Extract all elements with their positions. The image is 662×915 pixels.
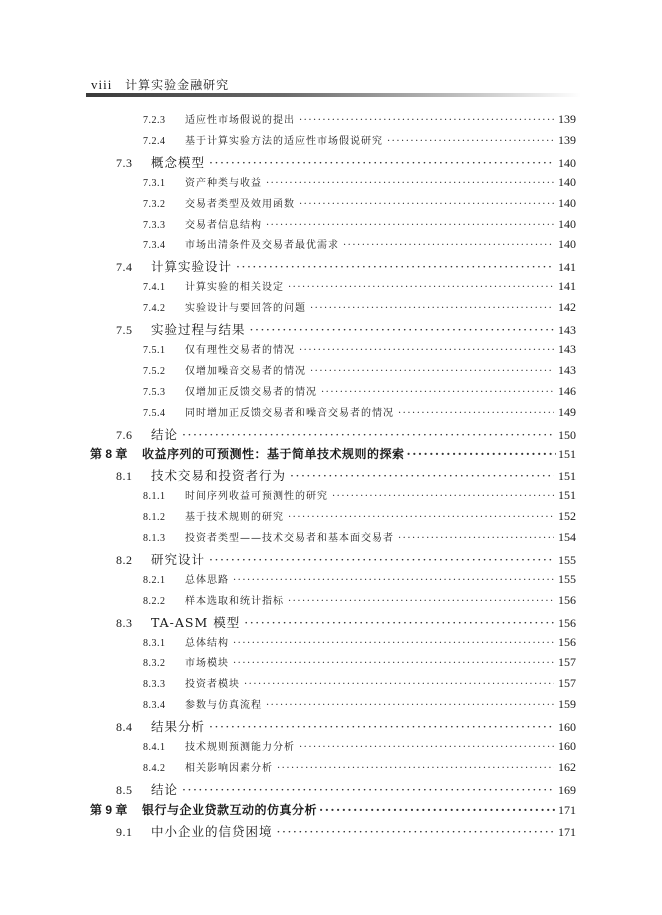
toc-entry-page: 140	[558, 237, 576, 252]
toc-entry-number: 8.3.4	[143, 700, 166, 712]
toc-chapter-entry	[90, 445, 576, 462]
toc-entry	[116, 257, 576, 275]
toc-entry-number: 7.4.1	[143, 282, 166, 294]
toc-entry-title: 投资者模块	[185, 679, 240, 691]
dot-leader	[321, 387, 554, 398]
toc-entry-title: 同时增加正反馈交易者和噪音交易者的情况	[185, 407, 394, 419]
toc-entry-number: 8.4	[116, 720, 133, 735]
toc-entry	[116, 320, 576, 338]
toc-entry	[116, 717, 576, 735]
toc-entry-title: 时间序列收益可预测性的研究	[185, 491, 328, 503]
toc-entry	[143, 592, 576, 608]
toc-entry	[143, 341, 576, 357]
toc-entry-page: 152	[558, 509, 576, 524]
toc-entry-page: 160	[558, 739, 576, 753]
toc-entry	[143, 571, 576, 587]
toc-entry-title: 技术规则预测能力分析	[185, 742, 295, 753]
toc-entry-number: 7.4	[116, 260, 133, 275]
page-number: viii	[91, 77, 113, 92]
dot-leader	[209, 552, 554, 567]
toc-entry	[116, 550, 576, 568]
toc-entry	[143, 383, 576, 399]
toc-entry-page: 150	[558, 427, 576, 442]
toc-entry-number: 7.4.2	[143, 303, 166, 315]
toc-entry-title: 参数与仿真流程	[185, 700, 262, 712]
running-header	[91, 76, 229, 93]
toc-entry-title: 计算实验设计	[151, 259, 233, 275]
toc-entry-page: 139	[558, 132, 576, 147]
toc-entry-title: 基于计算实验方法的适应性市场假说研究	[185, 135, 383, 147]
toc-entry-page: 159	[558, 697, 576, 712]
toc-entry-page: 157	[558, 655, 576, 670]
toc-entry-number: 8.3	[116, 615, 133, 630]
toc-entry-number: 8.1.2	[143, 512, 166, 524]
dot-leader	[209, 155, 554, 170]
toc-entry	[143, 278, 576, 294]
toc-entry	[143, 634, 576, 650]
toc-entry-page: 140	[558, 174, 576, 189]
toc-entry-title: 总体结构	[185, 637, 229, 649]
toc-entry	[143, 216, 576, 232]
toc-entry-title: TA-ASM 模型	[151, 614, 241, 630]
toc-entry-title: 概念模型	[151, 154, 206, 170]
dot-leader	[266, 700, 554, 711]
toc-entry-title: 实验设计与要回答的问题	[185, 303, 306, 315]
toc-entry-number: 7.5.4	[143, 407, 166, 419]
toc-entry-number: 7.2.3	[143, 115, 166, 126]
dot-leader	[236, 259, 554, 274]
toc-entry-number: 8.2	[116, 552, 133, 567]
dot-leader	[244, 679, 554, 690]
toc-entry-page: 151	[558, 447, 576, 462]
toc-entry-page: 143	[558, 341, 576, 356]
toc-entry-number: 第 9 章	[90, 802, 128, 817]
toc-entry-number: 7.5.1	[143, 344, 166, 356]
toc-entry-title: 仅增加噪音交易者的情况	[185, 365, 306, 377]
toc-entry	[143, 174, 576, 190]
toc-entry-number: 8.4.1	[143, 742, 166, 753]
book-title: 计算实验金融研究	[125, 78, 230, 92]
toc-entry-title: 结论	[151, 426, 179, 442]
toc-entry-number: 7.3.4	[143, 240, 166, 252]
toc-entry-page: 151	[558, 488, 576, 503]
toc-entry-title: 基于技术规则的研究	[185, 512, 284, 524]
toc-entry	[116, 780, 576, 798]
toc-entry-number: 7.6	[116, 427, 133, 442]
toc-entry-title: 技术交易和投资者行为	[151, 468, 287, 484]
toc-entry	[143, 299, 576, 315]
dot-leader	[398, 408, 554, 419]
toc-entry	[143, 236, 576, 252]
toc-entry-title: 资产种类与收益	[185, 177, 262, 189]
toc-entry-number: 7.3.1	[143, 177, 166, 189]
toc-entry-title: 交易者信息结构	[185, 219, 262, 231]
dot-leader	[407, 447, 556, 461]
toc-entry-page: 157	[558, 676, 576, 691]
toc-entry-number: 7.3.3	[143, 219, 166, 231]
toc-entry-page: 154	[558, 530, 576, 544]
dot-leader	[387, 136, 554, 147]
dot-leader	[288, 596, 554, 607]
toc-entry-title: 市场出清条件及交易者最优需求	[185, 240, 339, 252]
dot-leader	[332, 491, 554, 502]
toc-entry-page: 140	[558, 216, 576, 231]
toc-entry-title: 仅有理性交易者的情况	[185, 344, 295, 356]
toc-entry-page: 155	[558, 571, 576, 586]
toc-entry	[143, 529, 576, 545]
toc-entry	[143, 487, 576, 503]
dot-leader	[310, 303, 554, 314]
toc-entry-number: 8.3.3	[143, 679, 166, 691]
toc-entry-number: 8.3.1	[143, 637, 166, 649]
dot-leader	[182, 782, 554, 797]
dot-leader	[288, 512, 554, 523]
toc-entry-title: 中小企业的信贷困境	[151, 823, 273, 839]
toc-entry-number: 8.3.2	[143, 658, 166, 670]
toc-entry	[143, 654, 576, 670]
toc-chapter-entry	[90, 801, 576, 818]
toc-entry	[116, 613, 576, 631]
toc-entry-page: 141	[558, 260, 576, 275]
dot-leader	[310, 366, 554, 377]
toc-entry-page: 146	[558, 383, 576, 398]
dot-leader	[250, 322, 554, 337]
toc-entry-number: 第 8 章	[90, 447, 128, 462]
toc-entry-page: 160	[558, 720, 576, 735]
toc-entry-number: 8.2.2	[143, 595, 166, 607]
toc-entry-page: 156	[558, 592, 576, 607]
toc-entry-number: 8.1.3	[143, 533, 166, 544]
toc-entry-page: 142	[558, 300, 576, 315]
toc-entry	[143, 696, 576, 712]
dot-leader	[277, 824, 554, 839]
toc-entry-page: 155	[558, 552, 576, 567]
toc-entry	[116, 822, 576, 840]
dot-leader	[299, 742, 554, 753]
toc-entry-number: 8.2.1	[143, 574, 166, 586]
toc-entry-number: 8.1.1	[143, 491, 166, 503]
dot-leader	[288, 282, 554, 293]
toc-entry-title: 样本选取和统计指标	[185, 595, 284, 607]
toc-entry-page: 156	[558, 615, 576, 630]
toc-entry-title: 交易者类型及效用函数	[185, 198, 295, 210]
toc-entry-number: 8.5	[116, 782, 133, 797]
dot-leader	[266, 178, 554, 189]
toc-entry-page: 151	[558, 469, 576, 484]
toc-entry-title: 投资者类型——技术交易者和基本面交易者	[185, 533, 394, 544]
toc-entry	[143, 111, 576, 127]
dot-leader	[244, 615, 554, 630]
dot-leader	[299, 199, 554, 210]
dot-leader	[343, 240, 554, 251]
toc-entry	[116, 425, 576, 443]
toc-entry-number: 8.4.2	[143, 762, 166, 774]
toc-entry-page: 171	[558, 824, 576, 839]
header-rule	[86, 93, 581, 97]
toc-entry-title: 实验过程与结果	[151, 322, 246, 337]
dot-leader	[299, 345, 554, 356]
toc-entry-title: 结论	[151, 781, 179, 797]
toc-entry-title: 收益序列的可预测性：基于简单技术规则的探索	[142, 447, 405, 462]
toc-entry-page: 162	[558, 759, 576, 774]
dot-leader	[233, 658, 554, 669]
dot-leader	[290, 468, 554, 483]
toc-entry-number: 7.5	[116, 323, 133, 337]
dot-leader	[299, 115, 554, 126]
toc-entry	[143, 675, 576, 691]
toc-entry-page: 140	[558, 155, 576, 170]
toc-entry-title: 仅增加正反馈交易者的情况	[185, 386, 317, 398]
toc-entry-page: 139	[558, 112, 576, 126]
toc-entry-number: 7.3	[116, 155, 133, 170]
toc-entry	[143, 132, 576, 148]
toc-entry-number: 9.1	[116, 824, 133, 839]
toc-entry	[143, 195, 576, 211]
dot-leader	[398, 533, 554, 544]
toc-entry-title: 适应性市场假说的提出	[185, 115, 295, 126]
toc-entry-title: 研究设计	[151, 551, 206, 567]
toc-entry	[143, 362, 576, 378]
toc-entry	[143, 404, 576, 420]
toc-entry-page: 156	[558, 634, 576, 649]
toc-entry-number: 7.5.2	[143, 365, 166, 377]
dot-leader	[266, 220, 554, 231]
toc-entry-title: 银行与企业贷款互动的仿真分析	[142, 802, 318, 817]
toc-entry-title: 相关影响因素分析	[185, 762, 273, 774]
dot-leader	[319, 803, 556, 817]
toc-entry-title: 计算实验的相关设定	[185, 282, 284, 294]
toc-entry-page: 169	[558, 782, 576, 797]
toc-entry-page: 171	[558, 802, 576, 817]
toc-entry-number: 7.5.3	[143, 386, 166, 398]
dot-leader	[233, 575, 554, 586]
toc-entry	[143, 759, 576, 775]
dot-leader	[277, 763, 554, 774]
toc-entry	[143, 738, 576, 754]
toc-entry-title: 市场模块	[185, 658, 229, 670]
toc-entry-title: 结果分析	[151, 719, 206, 735]
toc-entry-page: 149	[558, 404, 576, 419]
toc-entry	[116, 466, 576, 484]
toc-entry	[116, 153, 576, 171]
toc-entry-number: 7.2.4	[143, 135, 166, 147]
toc-entry	[143, 508, 576, 524]
toc-entry-page: 140	[558, 195, 576, 210]
dot-leader	[209, 719, 554, 734]
toc-entry-number: 7.3.2	[143, 198, 166, 210]
dot-leader	[233, 638, 554, 649]
toc-entry-number: 8.1	[116, 469, 133, 484]
toc-entry-page: 143	[558, 362, 576, 377]
toc-entry-page: 141	[558, 279, 576, 294]
toc-entry-page: 143	[558, 323, 576, 337]
toc-entry-title: 总体思路	[185, 574, 229, 586]
dot-leader	[182, 427, 554, 442]
